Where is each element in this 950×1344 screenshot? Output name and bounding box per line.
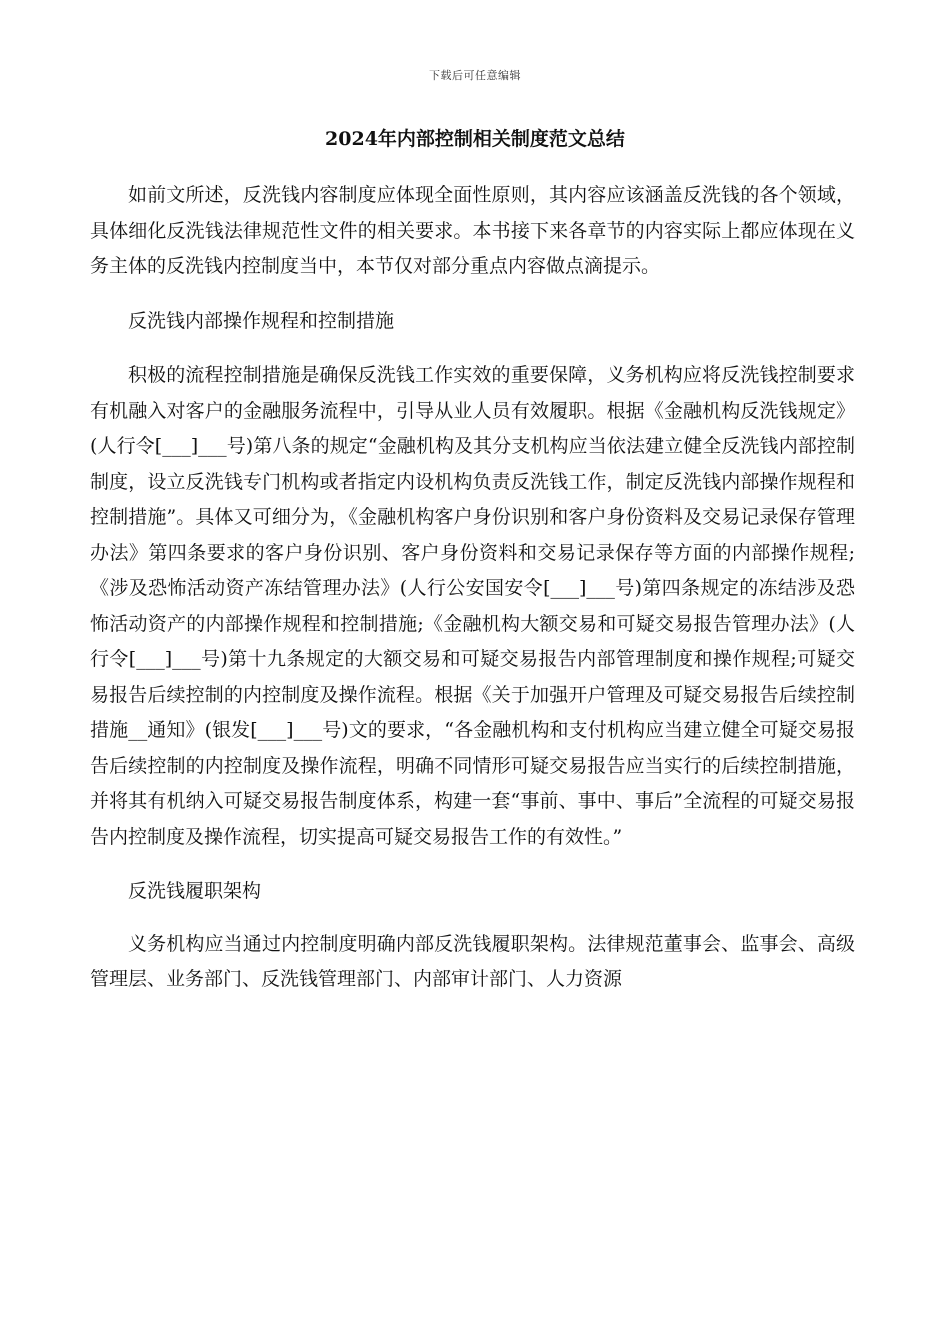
section-heading-operating-procedures: 反洗钱内部操作规程和控制措施 xyxy=(128,309,395,332)
paragraph-intro: 如前文所述，反洗钱内容制度应体现全面性原则，其内容应该涵盖反洗钱的各个领域，具体细化反洗钱法律规范性文件的相关要求。本书接下来各章节的内容实际上都应体现在义务主体的反洗钱内控制度当中，本节仅对部分重点内容做点滴提示。 xyxy=(90,184,855,277)
paragraph-duty-structure: 义务机构应当通过内控制度明确内部反洗钱履职架构。法律规范董事会、监事会、高级管理层、业务部门、反洗钱管理部门、内部审计部门、人力资源 xyxy=(90,932,855,990)
section-heading-duty-structure: 反洗钱履职架构 xyxy=(128,880,262,902)
paragraph-process-control: 积极的流程控制措施是确保反洗钱工作实效的重要保障，义务机构应将反洗钱控制要求有机融入对客户的金融服务流程中，引导从业人员有效履职。根据《金融机构反洗钱规定》(人行令[___]___号)第八条的规定“金融机构及其分支机构应当依法建立健全反洗钱内部控制制度，设立反洗钱专门机构或者指定内设机构负责反洗钱工作，制定反洗钱内部操作规程和控制措施”。具体又可细分为，《金融机构客户身份识别和客户身份资料及交易记录保存管理办法》第四条要求的客户身份识别、客户身份资料和交易记录保存等方面的内部操作规程;《涉及恐怖活动资产冻结管理办法》(人行公安国安令[___]___号)第四条规定的冻结涉及恐怖活动资产的内部操作规程和控制措施;《金融机构大额交易和可疑交易报告管理办法》(人行令[___]___号)第十九条规定的大额交易和可疑交易报告内部管理制度和操作规程;可疑交易报告后续控制的内控制度及操作流程。根据《关于加强开户管理及可疑交易报告后续控制措施__通知》(银发[___]___号)文的要求，“各金融机构和支付机构应当建立健全可疑交易报告后续控制的内控制度及操作流程，明确不同情形可疑交易报告应当实行的后续控制措施，并将其有机纳入可疑交易报告制度体系，构建一套“事前、事中、事后”全流程的可疑交易报告内控制度及操作流程，切实提高可疑交易报告工作的有效性。” xyxy=(90,364,855,848)
header-watermark: 下载后可任意编辑 xyxy=(429,69,521,82)
document-body xyxy=(90,178,855,998)
document-title: 2024年内部控制相关制度范文总结 xyxy=(325,128,625,150)
